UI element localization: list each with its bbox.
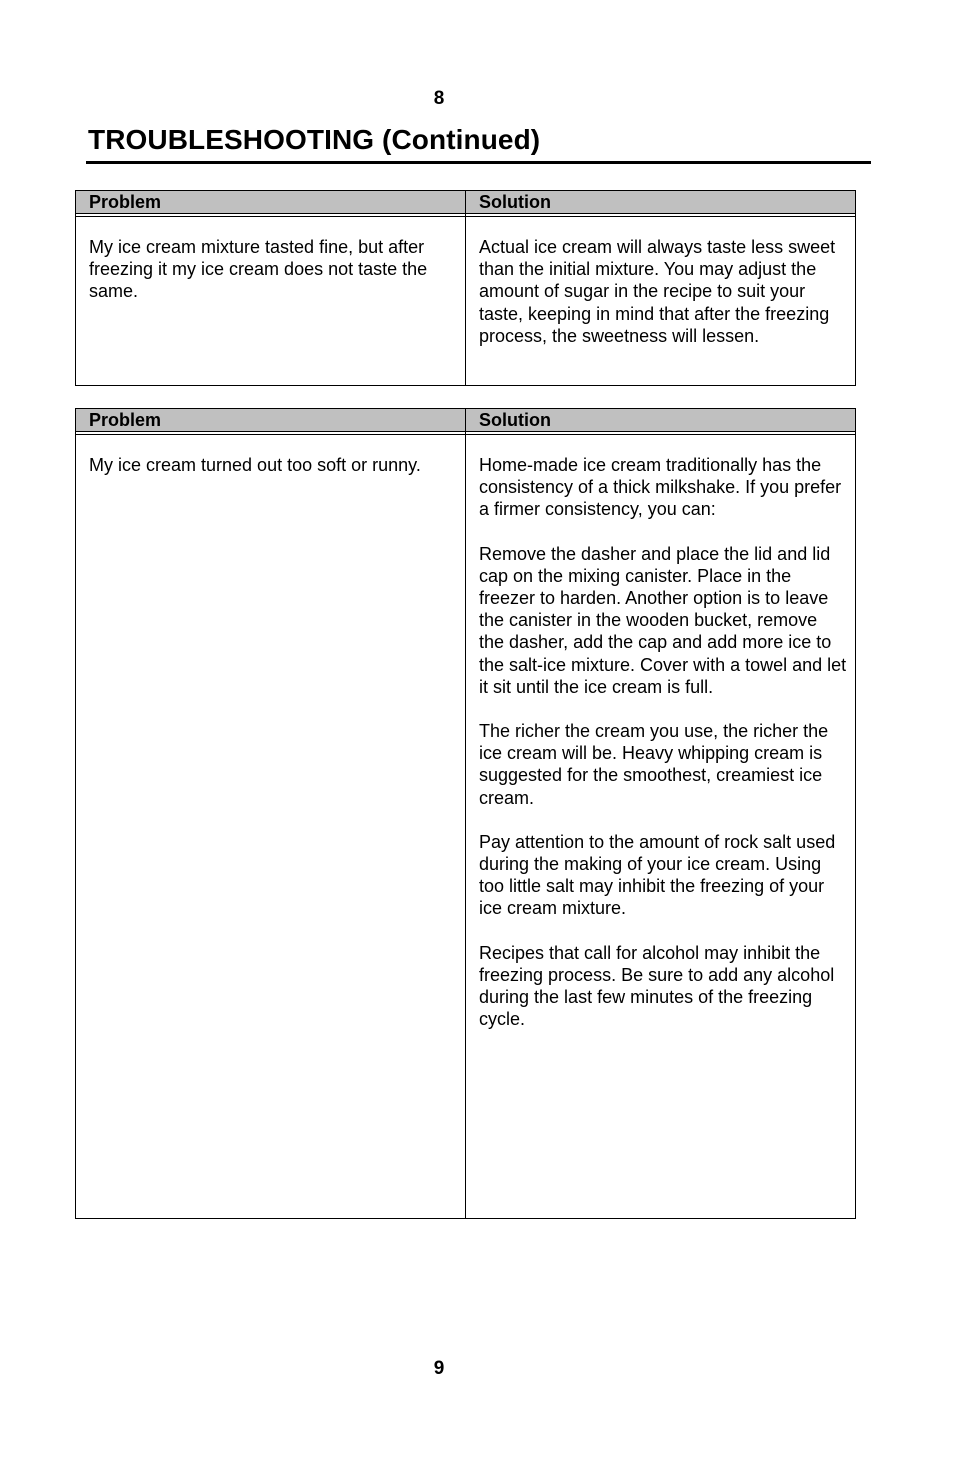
- solution-paragraph: Recipes that call for alcohol may inhibit the freezing process. Be sure to add any alcohol during the last few minutes of the freezing cycle.: [479, 942, 835, 1030]
- problem-cell: [76, 432, 466, 1218]
- problem-column-header: Problem: [76, 191, 466, 213]
- solution-paragraph: Pay attention to the amount of rock salt used during the making of your ice cream. Using too little salt may inhibit the freezing of your ice cream mixture.: [479, 831, 836, 919]
- solution-paragraph: Actual ice cream will always taste less sweet than the initial mixture. You may adjust the amount of sugar in the recipe to suit your taste, keeping in mind that after the freezing process, the sweetness will lessen.: [479, 237, 836, 346]
- solution-cell: [466, 432, 855, 1218]
- page-number-bottom: 9: [433, 1358, 445, 1379]
- table-body-row: [76, 432, 855, 1218]
- solution-cell: [466, 214, 855, 385]
- problem-text: My ice cream turned out too soft or runny.: [89, 455, 421, 475]
- solution-column-header: Solution: [479, 192, 551, 212]
- table-header-row: [76, 191, 855, 214]
- problem-column-header: Problem: [76, 409, 466, 431]
- solution-paragraph: The richer the cream you use, the richer the ice cream will be. Heavy whipping cream is suggested for the smoothest, creamiest ice cream.: [479, 721, 829, 808]
- solution-column-header: Solution: [479, 410, 551, 430]
- troubleshooting-table-taste: [75, 190, 856, 386]
- table-header-row: [76, 409, 855, 432]
- troubleshooting-table-soft: [75, 408, 856, 1219]
- solution-paragraph: Remove the dasher and place the lid and lid cap on the mixing canister. Place in the freezer to harden. Another option is to leave the canister in the wooden bucket, remove the dasher, add the cap and add more ice to the salt-ice mixture. Cover with a towel and let it sit until the ice cream is full.: [479, 543, 847, 697]
- solution-paragraph: Home-made ice cream traditionally has the consistency of a thick milkshake. If you prefer a firmer consistency, you can:: [479, 455, 842, 520]
- table-body-row: [76, 214, 855, 385]
- problem-text: My ice cream mixture tasted fine, but after freezing it my ice cream does not taste the same.: [89, 237, 428, 302]
- page-number-top: 8: [433, 88, 445, 109]
- page-title: TROUBLESHOOTING (Continued): [88, 124, 541, 155]
- problem-cell: [76, 214, 466, 385]
- title-underline: [86, 161, 871, 164]
